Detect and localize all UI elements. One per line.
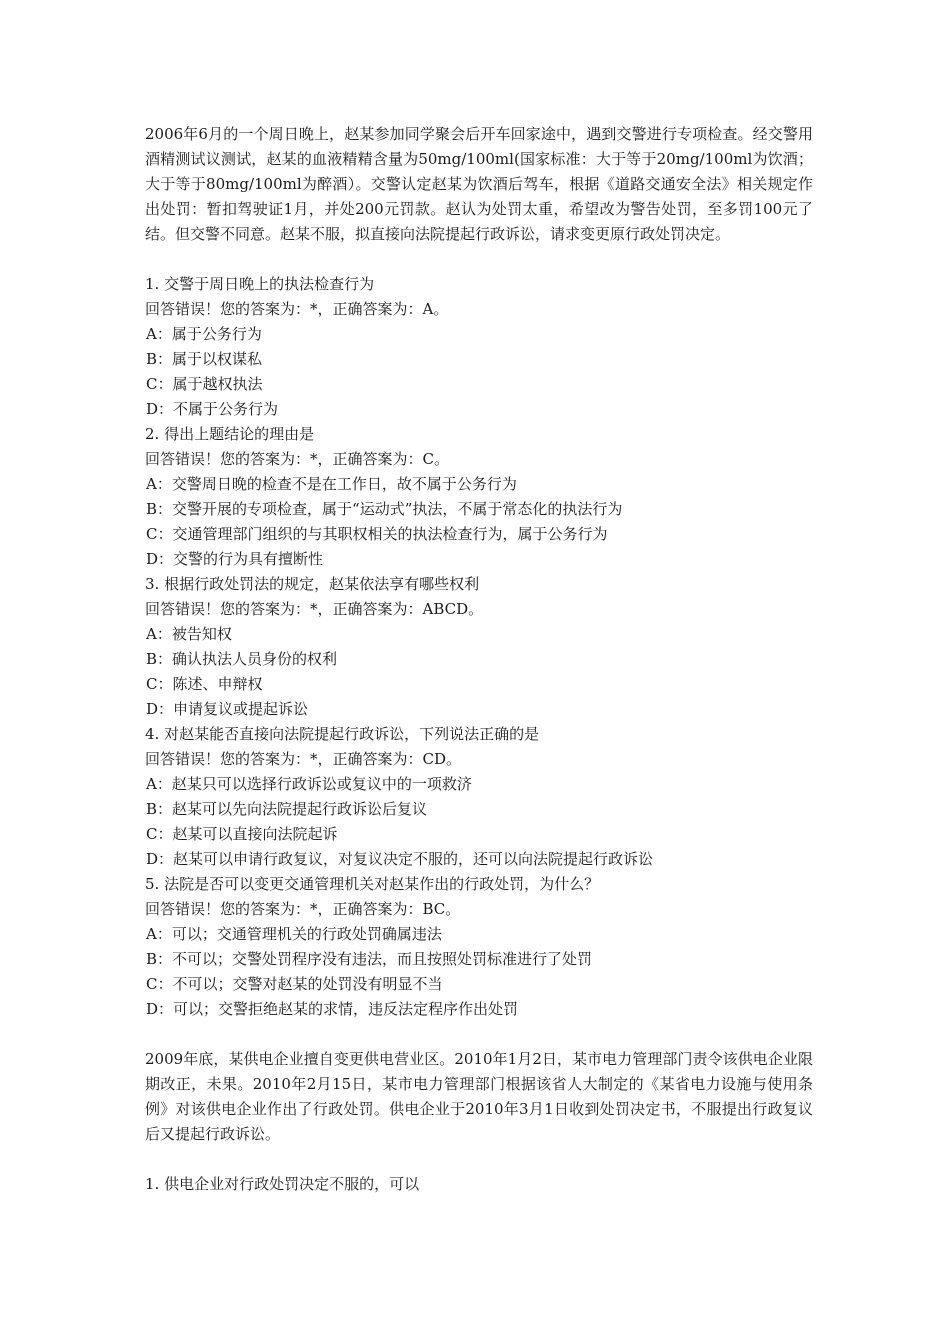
option-c[interactable]: C：不可以；交警对赵某的处罚没有明显不当 [146,975,443,993]
option-b[interactable]: B：确认执法人员身份的权利 [146,650,338,668]
option-c[interactable]: C：陈述、申辩权 [146,675,263,693]
paragraph-gap [145,247,813,272]
case1-question-2 [145,422,813,572]
case1-paragraph: 2006年6月的一个周日晚上，赵某参加同学聚会后开车回家途中，遇到交警进行专项检查。经交警用酒精测试议测试，赵某的血液精精含量为50mg/100ml(国家标准：大于等于20mg/100ml为饮酒；大于等于80mg/100ml为醉酒）。交警认定赵某为饮酒后驾车，根据《道路交通安全法》相关规定作出处罚：暂扣驾驶证1月，并处200元罚款。赵认为处罚太重，希望改为警告处罚，至多罚100元了结。但交警不同意。赵某不服，拟直接向法院提起行政诉讼，请求变更原行政处罚决定。 [145,125,813,243]
case1-question-5 [145,872,813,1022]
option-d[interactable]: D：交警的行为具有擅断性 [146,550,324,568]
paragraph-gap [145,1022,813,1047]
paragraph-gap [145,1147,813,1172]
answer-feedback: 回答错误！您的答案为：*，正确答案为：ABCD。 [145,600,484,618]
case1-question-1 [145,272,813,422]
option-a[interactable]: A：交警周日晚的检查不是在工作日，故不属于公务行为 [146,475,517,493]
option-b[interactable]: B：属于以权谋私 [146,350,263,368]
case2-question-1-title: 1. 供电企业对行政处罚决定不服的，可以 [145,1175,420,1193]
option-d[interactable]: D：可以；交警拒绝赵某的求情，违反法定程序作出处罚 [146,1000,519,1018]
option-b[interactable]: B：交警开展的专项检查，属于“运动式”执法，不属于常态化的执法行为 [146,500,623,518]
option-b[interactable]: B：不可以；交警处罚程序没有违法，而且按照处罚标准进行了处罚 [146,950,593,968]
option-d[interactable]: D：赵某可以申请行政复议，对复议决定不服的，还可以向法院提起行政诉讼 [146,850,654,868]
option-a[interactable]: A：被告知权 [146,625,232,643]
option-d[interactable]: D：申请复议或提起诉讼 [146,700,309,718]
question-title: 4. 对赵某能否直接向法院提起行政诉讼，下列说法正确的是 [145,725,540,743]
answer-feedback: 回答错误！您的答案为：*，正确答案为：BC。 [145,900,461,918]
question-title: 5. 法院是否可以变更交通管理机关对赵某作出的行政处罚，为什么？ [145,875,600,893]
option-c[interactable]: C：属于越权执法 [146,375,263,393]
answer-feedback: 回答错误！您的答案为：*，正确答案为：C。 [145,450,449,468]
case2-paragraph: 2009年底，某供电企业擅自变更供电营业区。2010年1月2日，某市电力管理部门责令该供电企业限期改正，未果。2010年2月15日，某市电力管理部门根据该省人大制定的《某省电力设施与使用条例》对该供电企业作出了行政处罚。供电企业于2010年3月1日收到处罚决定书，不服提出行政复议后又提起行政诉讼。 [145,1050,813,1143]
option-c[interactable]: C：赵某可以直接向法院起诉 [146,825,338,843]
option-d[interactable]: D：不属于公务行为 [146,400,279,418]
answer-feedback: 回答错误！您的答案为：*，正确答案为：CD。 [145,750,462,768]
option-a[interactable]: A：可以；交通管理机关的行政处罚确属违法 [146,925,442,943]
option-b[interactable]: B：赵某可以先向法院提起行政诉讼后复议 [146,800,428,818]
document-page [145,122,813,1197]
option-a[interactable]: A：赵某只可以选择行政诉讼或复议中的一项救济 [146,775,472,793]
option-a[interactable]: A：属于公务行为 [146,325,262,343]
option-c[interactable]: C：交通管理部门组织的与其职权相关的执法检查行为，属于公务行为 [146,525,608,543]
case1-question-3 [145,572,813,722]
question-title: 3. 根据行政处罚法的规定，赵某依法享有哪些权利 [145,575,480,593]
question-title: 2. 得出上题结论的理由是 [145,425,315,443]
answer-feedback: 回答错误！您的答案为：*，正确答案为：A。 [145,300,449,318]
case1-question-4 [145,722,813,872]
question-title: 1. 交警于周日晚上的执法检查行为 [145,275,375,293]
